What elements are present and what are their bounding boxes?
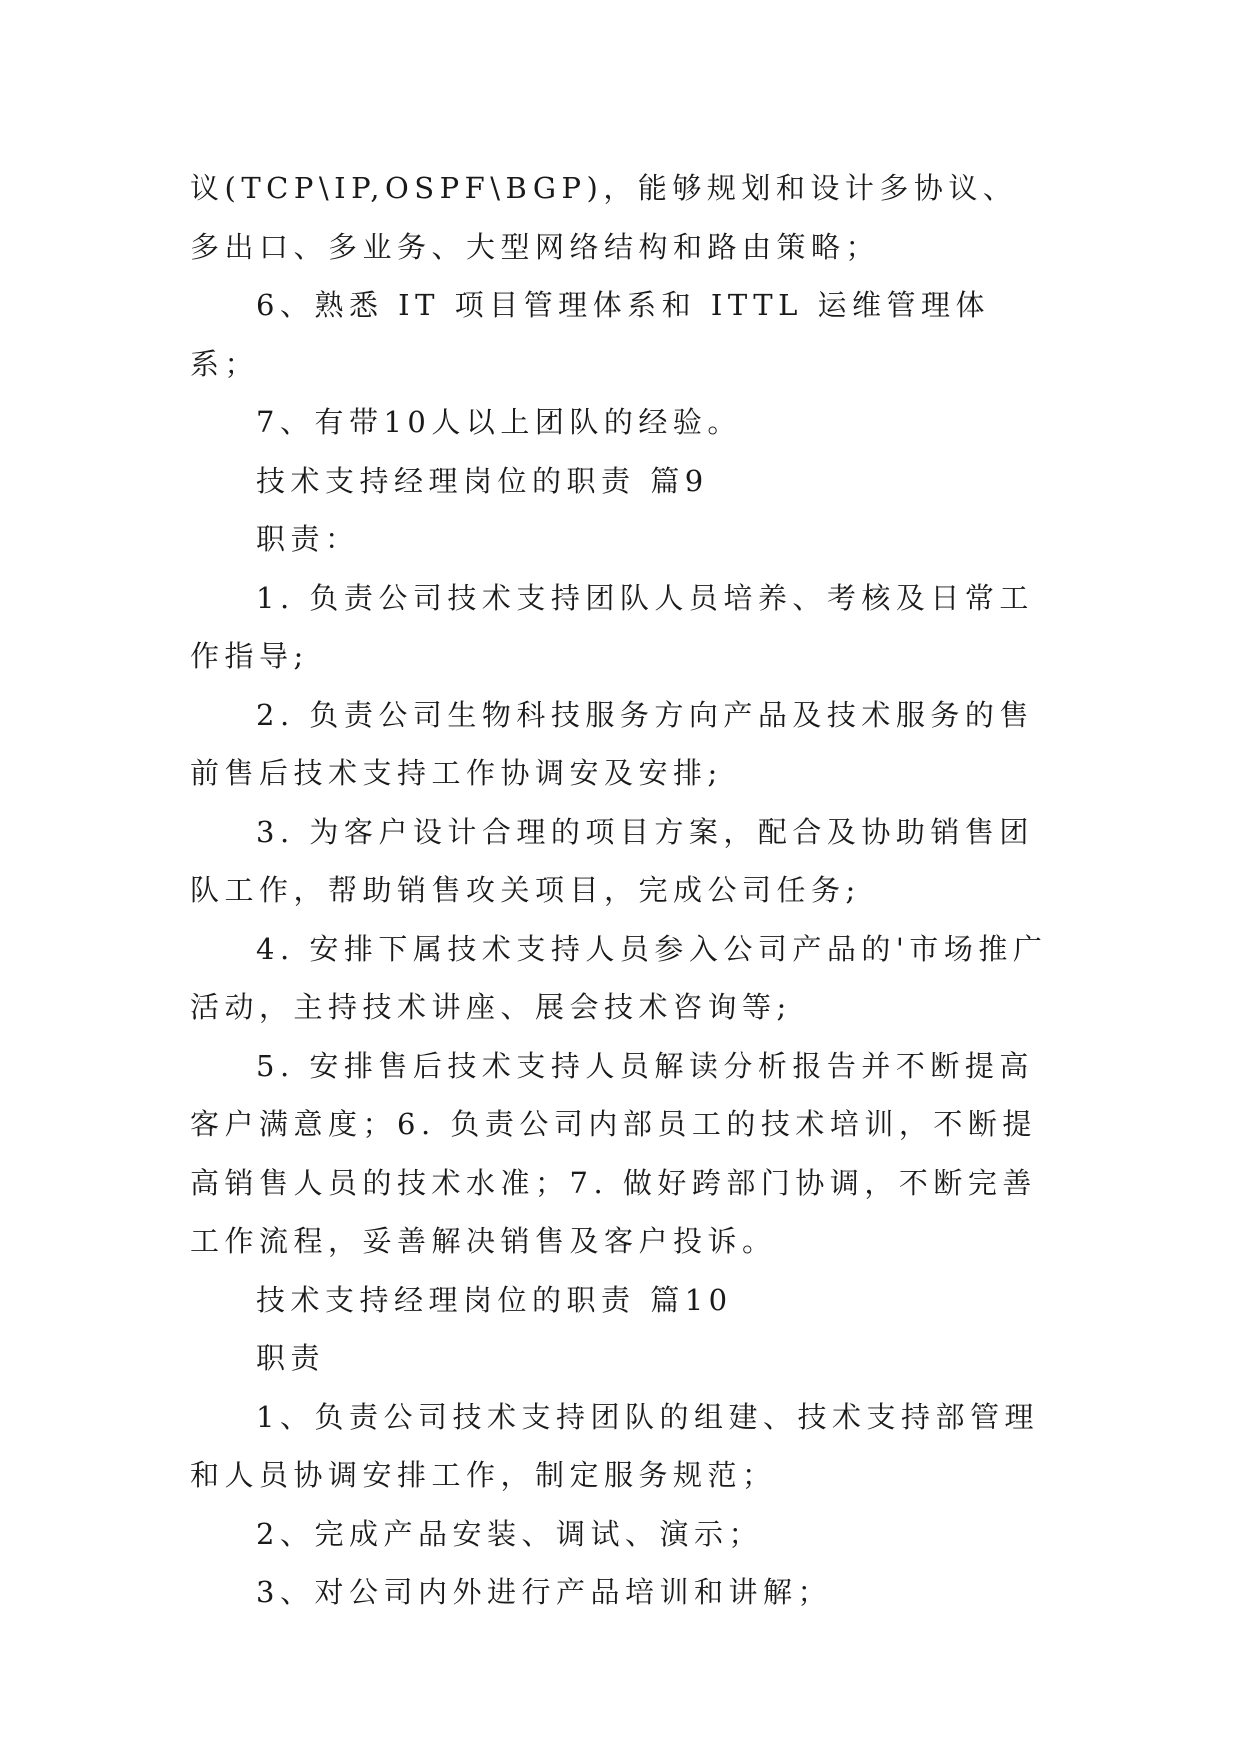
list-item: 2、完成产品安装、调试、演示； [256,1516,763,1551]
list-item: 1、负责公司技术支持团队的组建、技术支持部管理和人员协调安排工作，制定服务规范； [190,1399,1039,1492]
document-body [190,159,1050,1622]
list-item: 6、熟悉 IT 项目管理体系和 ITTL 运维管理体系； [190,288,991,381]
list-item: 3、对公司内外进行产品培训和讲解； [256,1575,832,1609]
list-item: 4. 安排下属技术支持人员参入公司产品的'市场推广活动，主持技术讲座、展会技术咨询等; [190,931,1048,1024]
list-item: 5. 安排售后技术支持人员解读分析报告并不断提高客户满意度；6. 负责公司内部员工的技术培训，不断提高销售人员的技术水准；7. 做好跨部门协调，不断完善工作流程，妥善解决销售及客户投诉。 [190,1048,1037,1258]
list-item: 1. 负责公司技术支持团队人员培养、考核及日常工作指导; [190,580,1034,673]
section-heading: 技术支持经理岗位的职责 篇9 [256,463,709,498]
section-label: 职责 [256,1341,326,1375]
list-item: 3. 为客户设计合理的项目方案，配合及协助销售团队工作，帮助销售攻关项目，完成公司任务; [190,814,1034,907]
list-item: 2. 负责公司生物科技服务方向产品及技术服务的售前售后技术支持工作协调安及安排; [190,697,1034,790]
section-heading: 技术支持经理岗位的职责 篇10 [256,1282,733,1317]
paragraph-continuation: 议(TCP\IP,OSPF\BGP)，能够规划和设计多协议、多出口、多业务、大型网络结构和路由策略； [190,171,1018,264]
list-item: 7、有带10人以上团队的经验。 [256,405,742,439]
section-label: 职责： [256,522,360,556]
